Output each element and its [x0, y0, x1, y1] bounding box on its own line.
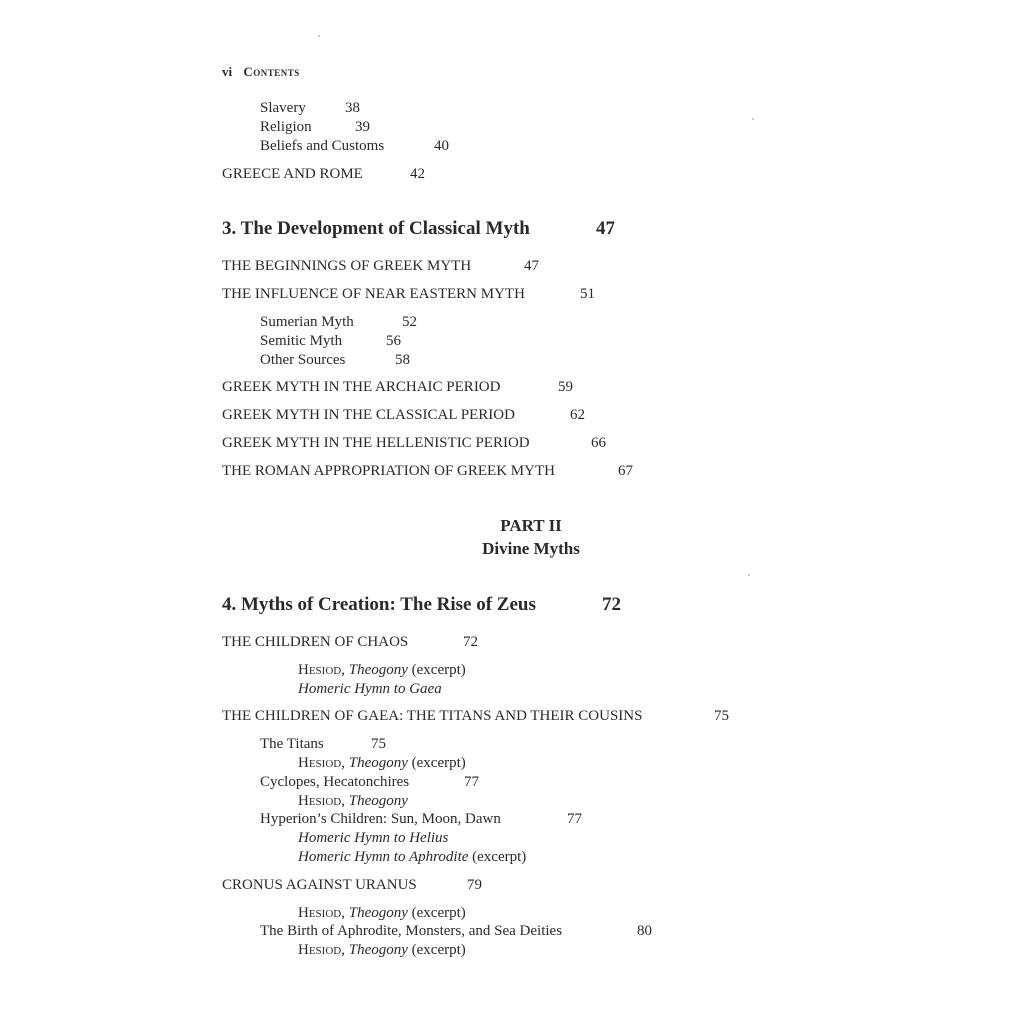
toc-subsection[interactable] [260, 137, 449, 155]
scan-speck [318, 35, 320, 37]
entry-title: The Birth of Aphrodite, Monsters, and Sea Deities [260, 923, 563, 939]
entry-page: 79 [467, 877, 482, 893]
entry-title: THE ROMAN APPROPRIATION OF GREEK MYTH [222, 463, 555, 479]
reading-author: Hesiod [298, 793, 342, 809]
entry-title: Hyperion’s Children: Sun, Moon, Dawn [260, 811, 501, 827]
reading-note: (excerpt) [407, 662, 466, 678]
entry-title: GREEK MYTH IN THE CLASSICAL PERIOD [222, 407, 515, 423]
reading-separator: , [341, 755, 349, 771]
reading-work: Theogony [348, 793, 408, 809]
reading-separator: , [341, 905, 349, 921]
entry-title: The Titans [260, 736, 324, 752]
toc-subsection[interactable] [260, 332, 401, 350]
entry-page: 66 [591, 435, 606, 451]
toc-subsection[interactable] [260, 351, 410, 369]
reading-entry[interactable] [298, 941, 466, 959]
reading-entry[interactable] [298, 754, 466, 772]
toc-subsection[interactable] [260, 735, 386, 753]
reading-separator: , [341, 793, 349, 809]
toc-section[interactable] [222, 257, 539, 275]
reading-note: (excerpt) [407, 942, 466, 958]
reading-author: Hesiod [298, 942, 342, 958]
toc-section[interactable] [222, 876, 482, 894]
scan-speck [752, 118, 754, 120]
entry-title: GREEK MYTH IN THE HELLENISTIC PERIOD [222, 435, 530, 451]
entry-page: 39 [355, 119, 370, 135]
reading-note: (excerpt) [407, 905, 466, 921]
entry-page: 40 [434, 138, 449, 154]
entry-title: THE CHILDREN OF GAEA: THE TITANS AND THEIR COUSINS [222, 708, 643, 724]
running-header [222, 64, 300, 80]
part-subtitle: Divine Myths [482, 539, 580, 558]
header-label: Contents [243, 64, 300, 79]
reading-author: Hesiod [298, 905, 342, 921]
scan-speck [748, 574, 750, 576]
toc-section[interactable] [222, 285, 595, 303]
entry-title: THE INFLUENCE OF NEAR EASTERN MYTH [222, 286, 525, 302]
entry-page: 67 [618, 463, 633, 479]
toc-section[interactable] [222, 462, 633, 480]
entry-page: 42 [410, 166, 425, 182]
entry-title: Cyclopes, Hecatonchires [260, 774, 410, 790]
reading-separator: , [341, 942, 349, 958]
page-numeral: vi [222, 64, 233, 79]
reading-separator: , [341, 662, 349, 678]
entry-title: Other Sources [260, 352, 346, 368]
entry-page: 72 [463, 634, 478, 650]
entry-page: 80 [637, 923, 652, 939]
entry-page: 56 [386, 333, 401, 349]
reading-entry[interactable] [298, 661, 466, 679]
reading-author: Hesiod [298, 755, 342, 771]
reading-work: Theogony [348, 905, 408, 921]
reading-work: Theogony [348, 755, 408, 771]
reading-author: Hesiod [298, 662, 342, 678]
toc-section[interactable] [222, 434, 606, 452]
entry-title: CRONUS AGAINST URANUS [222, 877, 417, 893]
part-label: PART II [500, 516, 562, 535]
entry-page: 62 [570, 407, 585, 423]
entry-page: 75 [714, 708, 729, 724]
entry-title: Slavery [260, 100, 306, 116]
toc-subsection[interactable] [260, 313, 417, 331]
reading-work: Theogony [348, 942, 408, 958]
chapter-title: 4. Myths of Creation: The Rise of Zeus [222, 594, 536, 615]
toc-subsection[interactable] [260, 118, 370, 136]
entry-page: 75 [371, 736, 386, 752]
entry-title: THE CHILDREN OF CHAOS [222, 634, 409, 650]
reading-note: (excerpt) [468, 849, 527, 865]
chapter-heading[interactable] [222, 218, 615, 240]
chapter-page: 47 [596, 218, 615, 239]
entry-page: 52 [402, 314, 417, 330]
reading-work: Theogony [348, 662, 408, 678]
entry-page: 51 [580, 286, 595, 302]
reading-work: Homeric Hymn to Aphrodite [298, 849, 469, 865]
entry-page: 58 [395, 352, 410, 368]
toc-subsection[interactable] [260, 773, 479, 791]
reading-entry[interactable] [298, 792, 408, 810]
toc-subsection[interactable] [260, 922, 652, 940]
toc-section[interactable] [222, 633, 478, 651]
reading-note: (excerpt) [407, 755, 466, 771]
chapter-heading[interactable] [222, 594, 621, 616]
entry-page: 47 [524, 258, 539, 274]
entry-title: Semitic Myth [260, 333, 343, 349]
entry-title: GREECE AND ROME [222, 166, 363, 182]
entry-page: 59 [558, 379, 573, 395]
toc-section[interactable] [222, 165, 425, 183]
entry-title: Religion [260, 119, 312, 135]
toc-section[interactable] [222, 378, 573, 396]
entry-page: 77 [464, 774, 479, 790]
toc-section[interactable] [222, 406, 585, 424]
reading-entry[interactable]: Homeric Hymn to Helius [298, 830, 449, 846]
entry-title: THE BEGINNINGS OF GREEK MYTH [222, 258, 472, 274]
toc-section[interactable] [222, 707, 729, 725]
reading-entry[interactable] [298, 904, 466, 922]
entry-title: Beliefs and Customs [260, 138, 385, 154]
entry-title: GREEK MYTH IN THE ARCHAIC PERIOD [222, 379, 501, 395]
toc-subsection[interactable] [260, 99, 360, 117]
entry-page: 77 [567, 811, 582, 827]
chapter-page: 72 [602, 594, 621, 615]
reading-entry[interactable]: Homeric Hymn to Gaea [298, 681, 442, 697]
toc-subsection[interactable] [260, 810, 582, 828]
reading-entry[interactable] [298, 848, 526, 866]
entry-title: Sumerian Myth [260, 314, 354, 330]
chapter-title: 3. The Development of Classical Myth [222, 218, 530, 239]
entry-page: 38 [345, 100, 360, 116]
